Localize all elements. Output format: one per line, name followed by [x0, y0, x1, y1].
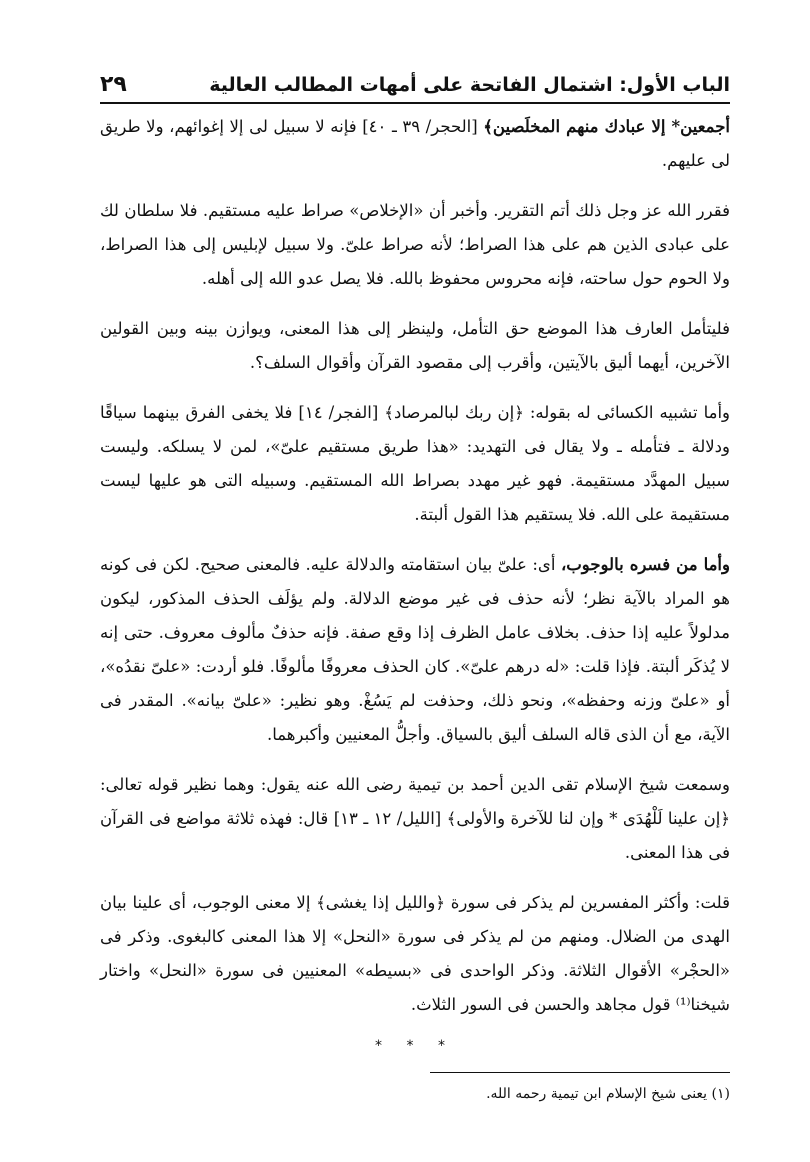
paragraph-text: فليتأمل العارف هذا الموضع حق التأمل، ولينظر إلى هذا المعنى، ويوازن بينه وبين القولين الآخرين، أيهما أليق بالآيتين، وأقرب إلى مقصود القرآن وأقوال السلف؟.	[100, 319, 730, 372]
page-header	[100, 60, 730, 104]
paragraph-lead: وأما من فسره بالوجوب،	[560, 555, 730, 574]
paragraph	[100, 110, 730, 178]
page-number: ٢٩	[100, 72, 127, 97]
footnote: (١) يعنى شيخ الإسلام ابن تيمية رحمه الله.	[486, 1086, 730, 1102]
paragraph	[100, 548, 730, 752]
paragraph	[100, 396, 730, 532]
section-separator: * * *	[375, 1038, 455, 1054]
paragraph	[100, 194, 730, 296]
paragraph-text: قلت: وأكثر المفسرين لم يذكر فى سورة ﴿والليل إذا يغشى﴾ إلا معنى الوجوب، أى علينا بيان الهدى من الضلال. ومنهم من لم يذكر فى سورة «النحل» إلا هذا المعنى كالبغوى. وذكر فى «الحجْر» الأقوال الثلاثة. وذكر الواحدى فى «بسيطه» المعنيين فى سورة «النحل» واختار شيخنا⁽¹⁾ قول مجاهد والحسن فى السور الثلاث.	[100, 893, 730, 1014]
paragraph-text: فقرر الله عز وجل ذلك أتم التقرير. وأخبر أن «الإخلاص» صراط عليه مستقيم. فلا سلطان لك على عبادى الذين هم على هذا الصراط؛ لأنه صراط علىّ. ولا سبيل لإبليس إلى هذا الصراط، ولا الحوم حول ساحته، فإنه محروس محفوظ بالله. فلا يصل عدو الله إلى أهله.	[100, 201, 730, 288]
paragraph	[100, 312, 730, 380]
header-rule	[100, 102, 730, 104]
running-title: الباب الأول: اشتمال الفاتحة على أمهات المطالب العالية	[209, 74, 730, 96]
paragraph	[100, 768, 730, 870]
paragraph	[100, 886, 730, 1022]
paragraph-text: أى: علىّ بيان استقامته والدلالة عليه. فالمعنى صحيح. لكن فى كونه هو المراد بالآية نظر؛ لأنه حذف فى غير موضع الدلالة. ولم يؤلَف الحذف المذكور، ليكون مدلولاً عليه إذا حذف. بخلاف عامل الظرف إذا وقع صفة. فإنه حذفٌ مألوف معروف. حتى إنه لا يُذكَر ألبتة. فإذا قلت: «له درهم علىّ». كان الحذف معروفًا مألوفًا. فلو أردت: «علىّ نقدُه»، أو «علىّ وزنه وحفظه»، ونحو ذلك، وحذفت لم يَسُغْ. وهو نظير: «علىّ بيانه». المقدر فى الآية، مع أن الذى قاله السلف أليق بالسياق. وأجلُّ المعنيين وأكبرهما.	[100, 555, 730, 744]
book-page	[100, 60, 730, 1140]
paragraph-text: وسمعت شيخ الإسلام تقى الدين أحمد بن تيمية رضى الله عنه يقول: وهما نظير قوله تعالى: ﴿إن علينا لَلْهُدَى * وإن لنا للآخرة والأولى﴾ [الليل/ ١٢ ـ ١٣] قال: فهذه ثلاثة مواضع فى القرآن فى هذا المعنى.	[100, 775, 730, 862]
footnote-rule	[430, 1072, 730, 1073]
paragraph-lead: أجمعين* إلا عبادك منهم المخلَصين﴾	[483, 117, 730, 136]
paragraph-text: وأما تشبيه الكسائى له بقوله: ﴿إن ربك لبالمرصاد﴾ [الفجر/ ١٤] فلا يخفى الفرق بينهما سياقًا ودلالة ـ فتأمله ـ ولا يقال فى التهديد: «هذا طريق مستقيم علىّ»، لمن لا يسلكه. وليست سبيل المهدَّد مستقيمة. فهو غير مهدد بصراط الله المستقيم. وسبيله التى هو عليها ليست مستقيمة على الله. فلا يستقيم هذا القول ألبتة.	[100, 403, 730, 524]
body-text	[100, 110, 730, 1022]
paragraph-text: [الحجر/ ٣٩ ـ ٤٠] فإنه لا سبيل لى إلا إغوائهم، ولا طريق لى عليهم.	[100, 117, 730, 170]
